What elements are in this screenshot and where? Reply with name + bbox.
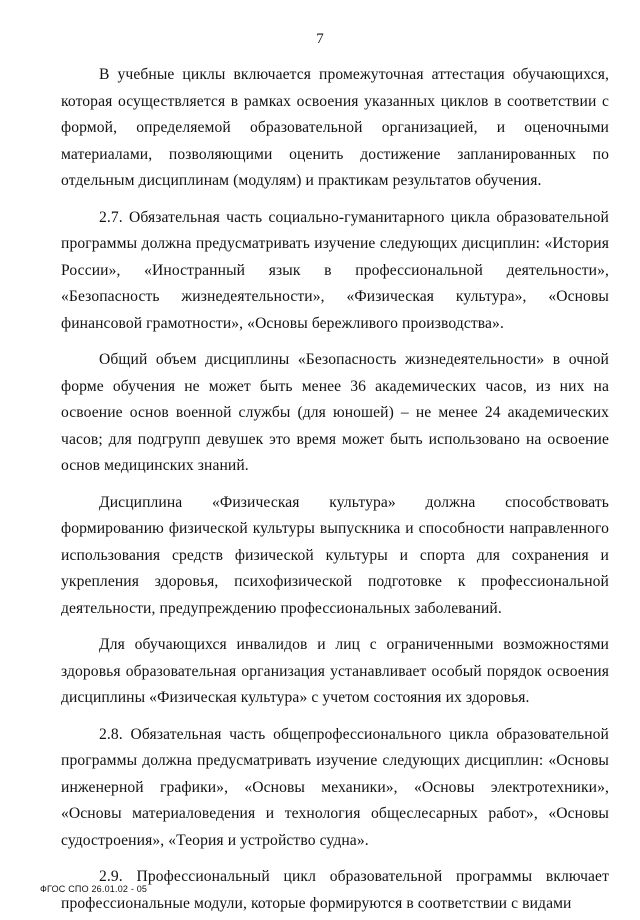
- paragraph-intermediate-assessment: В учебные циклы включается промежуточная аттестация обучающихся, которая осуществляется в рамках освоения указанных циклов в соответствии с формой, определяемой образовательной организацией, и оценочными материалами, позволяющими оценить достижение запланированных по отдельным дисциплинам (модулям) и практикам результатов обучения.: [61, 66, 609, 189]
- footer-document-code: ФГОС СПО 26.01.02 - 05: [40, 884, 148, 894]
- paragraph-2-7-social-humanitarian-cycle: 2.7. Обязательная часть социально-гуманитарного цикла образовательной программы должна предусматривать изучение следующих дисциплин: «История России», «Иностранный язык в профессиональной деятельности», «Безопасность жизнедеятельности», «Физическая культура», «Основы финансовой грамотности», «Основы бережливого производства».: [61, 208, 609, 332]
- paragraph-2-9-professional-cycle: 2.9. Профессиональный цикл образовательной программы включает профессиональные модули, которые формируются в соответствии с видами: [61, 868, 609, 912]
- paragraph-disabled-students: Для обучающихся инвалидов и лиц с ограниченными возможностями здоровья образовательная организация устанавливает особый порядок освоения дисциплины «Физическая культура» с учетом состояния их здоровья.: [61, 636, 609, 706]
- paragraph-2-8-general-professional-cycle: 2.8. Обязательная часть общепрофессионального цикла образовательной программы должна предусматривать изучение следующих дисциплин: «Основы инженерной графики», «Основы механики», «Основы электротехники», «Основы материаловедения и технология общеслесарных работ», «Основы судостроения», «Теория и устройство судна».: [61, 725, 609, 849]
- paragraph-physical-culture: Дисциплина «Физическая культура» должна способствовать формированию физической культуры выпускника и способности направленного использования средств физической культуры и спорта для сохранения и укрепления здоровья, психофизической подготовке к профессиональной деятельности, предупреждению профессиональных заболеваний.: [61, 493, 609, 617]
- document-body: [61, 62, 609, 917]
- paragraph-life-safety-hours: Общий объем дисциплины «Безопасность жизнедеятельности» в очной форме обучения не может быть менее 36 академических часов, из них на освоение основ военной службы (для юношей) – не менее 24 академических часов; для подгрупп девушек это время может быть использовано на освоение основ медицинских знаний.: [61, 351, 609, 474]
- page-number: 7: [316, 31, 324, 47]
